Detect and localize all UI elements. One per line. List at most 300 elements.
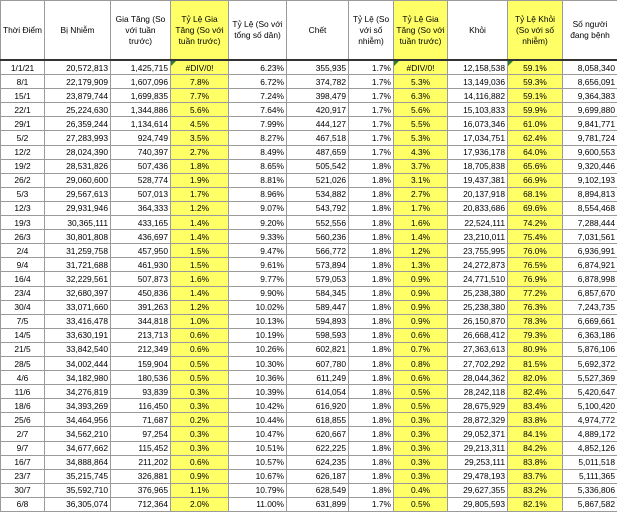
cell-increase-rate[interactable]: 1.9%: [171, 173, 229, 187]
cell-recovered[interactable]: 17,034,751: [448, 131, 508, 145]
cell-death-rate[interactable]: 1.8%: [349, 258, 394, 272]
cell-recovered[interactable]: 27,702,292: [448, 356, 508, 370]
cell-deaths[interactable]: 521,026: [287, 173, 349, 187]
cell-recovered[interactable]: 18,705,838: [448, 159, 508, 173]
cell-death-rate[interactable]: 1.8%: [349, 356, 394, 370]
cell-population-rate[interactable]: 9.47%: [229, 244, 287, 258]
cell-date[interactable]: 21/5: [1, 342, 45, 356]
cell-recovery-rate[interactable]: 77.2%: [508, 286, 563, 300]
cell-death-rate[interactable]: 1.8%: [349, 328, 394, 342]
cell-deaths[interactable]: 589,447: [287, 300, 349, 314]
cell-death-rate[interactable]: 1.8%: [349, 230, 394, 244]
cell-increase[interactable]: 213,713: [111, 328, 171, 342]
cell-deaths[interactable]: 398,479: [287, 89, 349, 103]
cell-increase-rate[interactable]: 3.5%: [171, 131, 229, 145]
cell-infected[interactable]: 29,567,613: [45, 187, 111, 201]
cell-increase[interactable]: 457,950: [111, 244, 171, 258]
cell-recovered[interactable]: 23,210,011: [448, 230, 508, 244]
cell-population-rate[interactable]: 8.27%: [229, 131, 287, 145]
cell-date[interactable]: 18/6: [1, 399, 45, 413]
header-cell-deaths[interactable]: Chết: [287, 1, 349, 61]
cell-infected[interactable]: 34,002,444: [45, 356, 111, 370]
cell-death-increase-rate[interactable]: 3.7%: [394, 159, 448, 173]
cell-increase[interactable]: 450,836: [111, 286, 171, 300]
cell-recovery-rate[interactable]: 83.7%: [508, 469, 563, 483]
cell-increase[interactable]: 924,749: [111, 131, 171, 145]
cell-recovered[interactable]: 29,805,593: [448, 497, 508, 511]
header-cell-death-rate[interactable]: Tỷ Lệ (So với số nhiễm): [349, 1, 394, 61]
cell-infected[interactable]: 34,888,864: [45, 455, 111, 469]
cell-increase[interactable]: 211,202: [111, 455, 171, 469]
cell-recovery-rate[interactable]: 64.0%: [508, 145, 563, 159]
cell-active-cases[interactable]: 5,011,518: [563, 455, 617, 469]
cell-active-cases[interactable]: 5,527,369: [563, 371, 617, 385]
cell-increase[interactable]: 344,818: [111, 314, 171, 328]
cell-population-rate[interactable]: 8.49%: [229, 145, 287, 159]
cell-increase[interactable]: 461,930: [111, 258, 171, 272]
cell-increase-rate[interactable]: 4.5%: [171, 117, 229, 131]
cell-date[interactable]: 11/6: [1, 385, 45, 399]
cell-death-increase-rate[interactable]: 1.4%: [394, 230, 448, 244]
cell-death-increase-rate[interactable]: 6.3%: [394, 89, 448, 103]
cell-increase-rate[interactable]: 1.6%: [171, 272, 229, 286]
cell-deaths[interactable]: 487,659: [287, 145, 349, 159]
cell-infected[interactable]: 33,842,540: [45, 342, 111, 356]
cell-date[interactable]: 26/3: [1, 230, 45, 244]
header-cell-recovered[interactable]: Khỏi: [448, 1, 508, 61]
cell-increase-rate[interactable]: 0.3%: [171, 385, 229, 399]
cell-increase-rate[interactable]: 2.0%: [171, 497, 229, 511]
cell-active-cases[interactable]: 9,841,771: [563, 117, 617, 131]
cell-death-rate[interactable]: 1.8%: [349, 371, 394, 385]
cell-death-rate[interactable]: 1.8%: [349, 427, 394, 441]
cell-increase-rate[interactable]: 0.6%: [171, 455, 229, 469]
cell-active-cases[interactable]: 9,600,553: [563, 145, 617, 159]
cell-deaths[interactable]: 618,855: [287, 413, 349, 427]
cell-death-increase-rate[interactable]: 0.9%: [394, 300, 448, 314]
cell-error-value[interactable]: #DIV/0!: [171, 60, 229, 75]
header-cell-infected[interactable]: Bị Nhiễm: [45, 1, 111, 61]
cell-infected[interactable]: 23,879,744: [45, 89, 111, 103]
cell-increase[interactable]: 740,397: [111, 145, 171, 159]
cell-death-increase-rate[interactable]: 0.3%: [394, 441, 448, 455]
cell-population-rate[interactable]: 10.02%: [229, 300, 287, 314]
cell-death-increase-rate[interactable]: 0.3%: [394, 427, 448, 441]
cell-population-rate[interactable]: 8.65%: [229, 159, 287, 173]
cell-death-increase-rate[interactable]: 5.3%: [394, 75, 448, 89]
cell-recovered[interactable]: 28,044,362: [448, 371, 508, 385]
cell-recovery-rate[interactable]: 84.2%: [508, 441, 563, 455]
cell-death-rate[interactable]: 1.8%: [349, 187, 394, 201]
cell-death-increase-rate[interactable]: 1.3%: [394, 258, 448, 272]
cell-death-increase-rate[interactable]: 5.6%: [394, 103, 448, 117]
cell-death-increase-rate[interactable]: 0.3%: [394, 413, 448, 427]
cell-death-increase-rate[interactable]: 5.3%: [394, 131, 448, 145]
cell-death-rate[interactable]: 1.8%: [349, 286, 394, 300]
cell-deaths[interactable]: 584,345: [287, 286, 349, 300]
cell-date[interactable]: 1/1/21: [1, 60, 45, 75]
cell-recovered[interactable]: 28,242,118: [448, 385, 508, 399]
cell-increase-rate[interactable]: 1.8%: [171, 159, 229, 173]
cell-infected[interactable]: 31,721,688: [45, 258, 111, 272]
cell-active-cases[interactable]: 8,656,091: [563, 75, 617, 89]
cell-death-rate[interactable]: 1.7%: [349, 145, 394, 159]
cell-deaths[interactable]: 420,917: [287, 103, 349, 117]
cell-date[interactable]: 19/2: [1, 159, 45, 173]
cell-death-rate[interactable]: 1.8%: [349, 413, 394, 427]
cell-deaths[interactable]: 611,249: [287, 371, 349, 385]
cell-recovered[interactable]: 20,833,686: [448, 201, 508, 215]
cell-death-rate[interactable]: 1.8%: [349, 216, 394, 230]
cell-death-increase-rate[interactable]: 1.2%: [394, 244, 448, 258]
cell-date[interactable]: 28/5: [1, 356, 45, 370]
cell-error-value[interactable]: #DIV/0!: [394, 60, 448, 75]
cell-increase[interactable]: 436,697: [111, 230, 171, 244]
cell-recovered[interactable]: 25,238,380: [448, 300, 508, 314]
cell-death-increase-rate[interactable]: 0.5%: [394, 385, 448, 399]
cell-date[interactable]: 4/6: [1, 371, 45, 385]
cell-increase-rate[interactable]: 1.4%: [171, 286, 229, 300]
cell-infected[interactable]: 35,592,710: [45, 483, 111, 497]
cell-recovered[interactable]: 25,238,380: [448, 286, 508, 300]
cell-deaths[interactable]: 626,187: [287, 469, 349, 483]
cell-increase[interactable]: 159,904: [111, 356, 171, 370]
cell-infected[interactable]: 33,416,478: [45, 314, 111, 328]
cell-recovered[interactable]: 27,363,613: [448, 342, 508, 356]
cell-date[interactable]: 25/6: [1, 413, 45, 427]
cell-death-increase-rate[interactable]: 0.9%: [394, 314, 448, 328]
cell-increase[interactable]: 1,699,835: [111, 89, 171, 103]
cell-active-cases[interactable]: 6,936,991: [563, 244, 617, 258]
cell-population-rate[interactable]: 10.44%: [229, 413, 287, 427]
cell-death-rate[interactable]: 1.8%: [349, 441, 394, 455]
cell-deaths[interactable]: 602,821: [287, 342, 349, 356]
cell-population-rate[interactable]: 10.19%: [229, 328, 287, 342]
cell-increase-rate[interactable]: 1.1%: [171, 483, 229, 497]
cell-death-increase-rate[interactable]: 0.6%: [394, 371, 448, 385]
cell-death-rate[interactable]: 1.7%: [349, 103, 394, 117]
cell-deaths[interactable]: 355,935: [287, 60, 349, 75]
cell-population-rate[interactable]: 10.36%: [229, 371, 287, 385]
cell-increase-rate[interactable]: 0.5%: [171, 371, 229, 385]
cell-recovery-rate[interactable]: 83.4%: [508, 399, 563, 413]
cell-deaths[interactable]: 505,542: [287, 159, 349, 173]
cell-increase[interactable]: 364,333: [111, 201, 171, 215]
cell-recovery-rate[interactable]: 59.1%: [508, 89, 563, 103]
cell-date[interactable]: 6/8: [1, 497, 45, 511]
cell-active-cases[interactable]: 7,243,735: [563, 300, 617, 314]
cell-increase-rate[interactable]: 1.7%: [171, 187, 229, 201]
cell-deaths[interactable]: 374,782: [287, 75, 349, 89]
cell-deaths[interactable]: 624,235: [287, 455, 349, 469]
cell-increase-rate[interactable]: 1.2%: [171, 300, 229, 314]
cell-population-rate[interactable]: 10.13%: [229, 314, 287, 328]
cell-deaths[interactable]: 620,667: [287, 427, 349, 441]
cell-population-rate[interactable]: 11.00%: [229, 497, 287, 511]
cell-increase-rate[interactable]: 2.7%: [171, 145, 229, 159]
cell-deaths[interactable]: 598,593: [287, 328, 349, 342]
cell-infected[interactable]: 25,224,630: [45, 103, 111, 117]
header-cell-increase-rate[interactable]: [171, 1, 229, 61]
cell-death-rate[interactable]: 1.8%: [349, 201, 394, 215]
cell-date[interactable]: 15/1: [1, 89, 45, 103]
cell-deaths[interactable]: 594,893: [287, 314, 349, 328]
cell-active-cases[interactable]: 8,894,813: [563, 187, 617, 201]
cell-increase[interactable]: 507,013: [111, 187, 171, 201]
cell-increase[interactable]: 376,965: [111, 483, 171, 497]
cell-increase[interactable]: 712,364: [111, 497, 171, 511]
cell-recovery-rate[interactable]: 76.3%: [508, 300, 563, 314]
cell-infected[interactable]: 34,562,210: [45, 427, 111, 441]
cell-population-rate[interactable]: 8.81%: [229, 173, 287, 187]
cell-death-increase-rate[interactable]: 2.7%: [394, 187, 448, 201]
cell-recovery-rate[interactable]: 80.9%: [508, 342, 563, 356]
cell-recovery-rate[interactable]: 59.1%: [508, 60, 563, 75]
cell-death-increase-rate[interactable]: 4.3%: [394, 145, 448, 159]
cell-death-rate[interactable]: 1.7%: [349, 89, 394, 103]
cell-increase-rate[interactable]: 0.3%: [171, 427, 229, 441]
cell-death-increase-rate[interactable]: 0.5%: [394, 497, 448, 511]
cell-increase[interactable]: 97,254: [111, 427, 171, 441]
cell-deaths[interactable]: 543,792: [287, 201, 349, 215]
cell-death-increase-rate[interactable]: 0.3%: [394, 455, 448, 469]
cell-active-cases[interactable]: 5,867,582: [563, 497, 617, 511]
cell-recovery-rate[interactable]: 65.6%: [508, 159, 563, 173]
cell-population-rate[interactable]: 10.47%: [229, 427, 287, 441]
cell-recovery-rate[interactable]: 76.9%: [508, 272, 563, 286]
cell-active-cases[interactable]: 7,031,561: [563, 230, 617, 244]
cell-population-rate[interactable]: 9.61%: [229, 258, 287, 272]
cell-recovery-rate[interactable]: 75.4%: [508, 230, 563, 244]
cell-deaths[interactable]: 444,127: [287, 117, 349, 131]
cell-increase-rate[interactable]: 7.7%: [171, 89, 229, 103]
cell-population-rate[interactable]: 7.99%: [229, 117, 287, 131]
cell-recovery-rate[interactable]: 59.3%: [508, 75, 563, 89]
cell-date[interactable]: 30/7: [1, 483, 45, 497]
cell-population-rate[interactable]: 10.26%: [229, 342, 287, 356]
cell-deaths[interactable]: 566,772: [287, 244, 349, 258]
cell-death-rate[interactable]: 1.8%: [349, 300, 394, 314]
cell-date[interactable]: 9/4: [1, 258, 45, 272]
cell-recovery-rate[interactable]: 61.0%: [508, 117, 563, 131]
cell-date[interactable]: 26/2: [1, 173, 45, 187]
cell-recovered[interactable]: 29,052,371: [448, 427, 508, 441]
cell-infected[interactable]: 34,393,269: [45, 399, 111, 413]
cell-date[interactable]: 5/3: [1, 187, 45, 201]
cell-increase[interactable]: 326,881: [111, 469, 171, 483]
cell-recovery-rate[interactable]: 69.6%: [508, 201, 563, 215]
cell-increase[interactable]: 116,450: [111, 399, 171, 413]
cell-recovery-rate[interactable]: 74.2%: [508, 216, 563, 230]
cell-active-cases[interactable]: 6,669,661: [563, 314, 617, 328]
cell-infected[interactable]: 30,365,111: [45, 216, 111, 230]
cell-death-rate[interactable]: 1.7%: [349, 60, 394, 75]
cell-recovery-rate[interactable]: 76.5%: [508, 258, 563, 272]
cell-date[interactable]: 14/5: [1, 328, 45, 342]
cell-increase-rate[interactable]: 1.0%: [171, 314, 229, 328]
cell-death-rate[interactable]: 1.8%: [349, 173, 394, 187]
cell-death-rate[interactable]: 1.7%: [349, 131, 394, 145]
cell-death-rate[interactable]: 1.7%: [349, 75, 394, 89]
cell-deaths[interactable]: 573,894: [287, 258, 349, 272]
cell-population-rate[interactable]: 9.90%: [229, 286, 287, 300]
cell-active-cases[interactable]: 5,336,806: [563, 483, 617, 497]
cell-active-cases[interactable]: 9,320,446: [563, 159, 617, 173]
cell-infected[interactable]: 29,060,600: [45, 173, 111, 187]
cell-infected[interactable]: 35,215,745: [45, 469, 111, 483]
cell-active-cases[interactable]: 5,111,365: [563, 469, 617, 483]
cell-recovery-rate[interactable]: 82.1%: [508, 497, 563, 511]
cell-recovery-rate[interactable]: 83.8%: [508, 455, 563, 469]
cell-deaths[interactable]: 467,518: [287, 131, 349, 145]
cell-increase-rate[interactable]: 0.6%: [171, 328, 229, 342]
cell-recovered[interactable]: 13,149,036: [448, 75, 508, 89]
cell-death-rate[interactable]: 1.8%: [349, 159, 394, 173]
cell-active-cases[interactable]: 6,874,921: [563, 258, 617, 272]
cell-recovered[interactable]: 28,872,329: [448, 413, 508, 427]
cell-increase-rate[interactable]: 1.4%: [171, 230, 229, 244]
cell-infected[interactable]: 20,572,813: [45, 60, 111, 75]
cell-recovered[interactable]: 19,437,381: [448, 173, 508, 187]
cell-death-rate[interactable]: 1.8%: [349, 314, 394, 328]
cell-infected[interactable]: 34,182,980: [45, 371, 111, 385]
cell-infected[interactable]: 29,931,946: [45, 201, 111, 215]
cell-death-rate[interactable]: 1.8%: [349, 342, 394, 356]
cell-increase-rate[interactable]: 0.9%: [171, 469, 229, 483]
cell-recovery-rate[interactable]: 82.4%: [508, 385, 563, 399]
cell-active-cases[interactable]: 4,889,172: [563, 427, 617, 441]
cell-date[interactable]: 8/1: [1, 75, 45, 89]
cell-deaths[interactable]: 579,053: [287, 272, 349, 286]
cell-increase[interactable]: 180,536: [111, 371, 171, 385]
cell-infected[interactable]: 26,359,244: [45, 117, 111, 131]
cell-increase[interactable]: 212,349: [111, 342, 171, 356]
cell-deaths[interactable]: 614,054: [287, 385, 349, 399]
cell-population-rate[interactable]: 7.24%: [229, 89, 287, 103]
cell-infected[interactable]: 28,024,390: [45, 145, 111, 159]
cell-increase-rate[interactable]: 1.4%: [171, 216, 229, 230]
cell-recovered[interactable]: 26,668,412: [448, 328, 508, 342]
cell-population-rate[interactable]: 7.64%: [229, 103, 287, 117]
cell-date[interactable]: 16/4: [1, 272, 45, 286]
cell-recovered[interactable]: 23,755,995: [448, 244, 508, 258]
cell-deaths[interactable]: 560,236: [287, 230, 349, 244]
cell-increase[interactable]: 433,165: [111, 216, 171, 230]
cell-recovered[interactable]: 24,771,510: [448, 272, 508, 286]
cell-active-cases[interactable]: 4,852,126: [563, 441, 617, 455]
cell-increase[interactable]: 93,839: [111, 385, 171, 399]
cell-date[interactable]: 2/4: [1, 244, 45, 258]
cell-population-rate[interactable]: 9.77%: [229, 272, 287, 286]
cell-recovered[interactable]: 24,272,873: [448, 258, 508, 272]
cell-active-cases[interactable]: 9,102,193: [563, 173, 617, 187]
cell-infected[interactable]: 27,283,993: [45, 131, 111, 145]
cell-active-cases[interactable]: 9,699,880: [563, 103, 617, 117]
cell-increase[interactable]: 1,344,886: [111, 103, 171, 117]
cell-date[interactable]: 23/4: [1, 286, 45, 300]
cell-date[interactable]: 16/7: [1, 455, 45, 469]
cell-population-rate[interactable]: 10.51%: [229, 441, 287, 455]
cell-recovery-rate[interactable]: 79.3%: [508, 328, 563, 342]
cell-recovered[interactable]: 12,158,538: [448, 60, 508, 75]
cell-active-cases[interactable]: 9,781,724: [563, 131, 617, 145]
cell-population-rate[interactable]: 10.30%: [229, 356, 287, 370]
cell-active-cases[interactable]: 8,554,468: [563, 201, 617, 215]
cell-recovered[interactable]: 28,675,929: [448, 399, 508, 413]
cell-infected[interactable]: 32,680,397: [45, 286, 111, 300]
cell-infected[interactable]: 34,464,956: [45, 413, 111, 427]
cell-deaths[interactable]: 534,882: [287, 187, 349, 201]
header-cell-recovery-rate[interactable]: Tỷ Lệ Khỏi (So với số nhiễm): [508, 1, 563, 61]
cell-deaths[interactable]: 607,780: [287, 356, 349, 370]
cell-deaths[interactable]: 616,920: [287, 399, 349, 413]
cell-increase-rate[interactable]: 1.2%: [171, 201, 229, 215]
cell-death-rate[interactable]: 1.8%: [349, 399, 394, 413]
cell-increase[interactable]: 71,687: [111, 413, 171, 427]
cell-increase[interactable]: 1,425,715: [111, 60, 171, 75]
cell-active-cases[interactable]: 4,974,772: [563, 413, 617, 427]
cell-recovery-rate[interactable]: 68.1%: [508, 187, 563, 201]
cell-increase-rate[interactable]: 7.8%: [171, 75, 229, 89]
cell-active-cases[interactable]: 7,288,444: [563, 216, 617, 230]
cell-deaths[interactable]: 631,899: [287, 497, 349, 511]
cell-increase-rate[interactable]: 0.3%: [171, 399, 229, 413]
cell-increase-rate[interactable]: 1.5%: [171, 244, 229, 258]
cell-date[interactable]: 9/7: [1, 441, 45, 455]
cell-active-cases[interactable]: 5,100,420: [563, 399, 617, 413]
cell-death-rate[interactable]: 1.7%: [349, 497, 394, 511]
cell-infected[interactable]: 28,531,826: [45, 159, 111, 173]
cell-population-rate[interactable]: 10.42%: [229, 399, 287, 413]
cell-increase[interactable]: 391,263: [111, 300, 171, 314]
cell-increase[interactable]: 507,873: [111, 272, 171, 286]
header-cell-death-increase-rate[interactable]: [394, 1, 448, 61]
cell-date[interactable]: 2/7: [1, 427, 45, 441]
cell-date[interactable]: 22/1: [1, 103, 45, 117]
cell-death-rate[interactable]: 1.8%: [349, 469, 394, 483]
cell-active-cases[interactable]: 5,692,372: [563, 356, 617, 370]
cell-population-rate[interactable]: 9.33%: [229, 230, 287, 244]
cell-death-increase-rate[interactable]: 3.1%: [394, 173, 448, 187]
cell-recovery-rate[interactable]: 62.4%: [508, 131, 563, 145]
cell-recovery-rate[interactable]: 83.8%: [508, 413, 563, 427]
cell-recovery-rate[interactable]: 66.9%: [508, 173, 563, 187]
cell-death-increase-rate[interactable]: 1.7%: [394, 201, 448, 215]
cell-infected[interactable]: 31,259,758: [45, 244, 111, 258]
cell-active-cases[interactable]: 6,857,670: [563, 286, 617, 300]
header-cell-population-rate[interactable]: Tỷ Lệ (So với tổng số dân): [229, 1, 287, 61]
cell-population-rate[interactable]: 6.72%: [229, 75, 287, 89]
cell-increase-rate[interactable]: 0.5%: [171, 356, 229, 370]
cell-recovery-rate[interactable]: 59.9%: [508, 103, 563, 117]
cell-death-increase-rate[interactable]: 0.8%: [394, 356, 448, 370]
cell-infected[interactable]: 22,179,909: [45, 75, 111, 89]
cell-recovered[interactable]: 16,073,346: [448, 117, 508, 131]
cell-death-increase-rate[interactable]: 0.6%: [394, 328, 448, 342]
cell-recovered[interactable]: 22,524,111: [448, 216, 508, 230]
cell-recovered[interactable]: 29,213,311: [448, 441, 508, 455]
cell-population-rate[interactable]: 8.96%: [229, 187, 287, 201]
cell-date[interactable]: 19/3: [1, 216, 45, 230]
cell-infected[interactable]: 34,677,662: [45, 441, 111, 455]
cell-recovered[interactable]: 20,137,918: [448, 187, 508, 201]
cell-infected[interactable]: 34,276,819: [45, 385, 111, 399]
cell-increase[interactable]: 528,774: [111, 173, 171, 187]
cell-recovered[interactable]: 29,478,193: [448, 469, 508, 483]
cell-death-rate[interactable]: 1.8%: [349, 385, 394, 399]
cell-active-cases[interactable]: 9,364,383: [563, 89, 617, 103]
cell-recovery-rate[interactable]: 81.5%: [508, 356, 563, 370]
